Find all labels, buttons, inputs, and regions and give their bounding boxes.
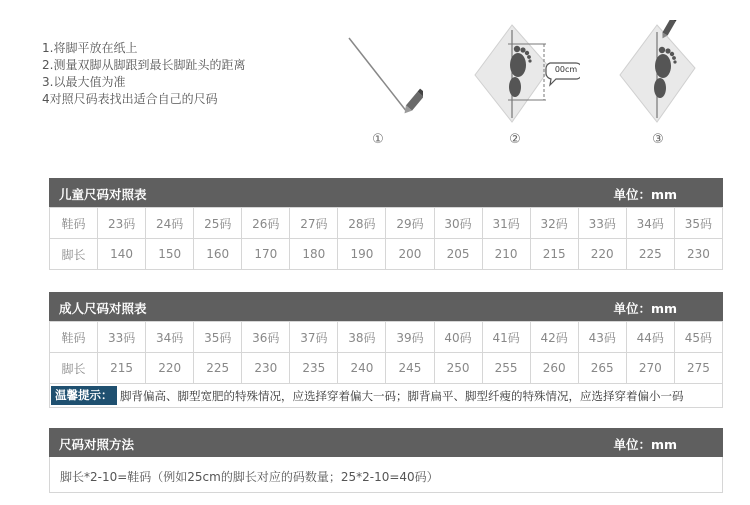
- pencil-line-icon: [333, 20, 423, 130]
- method-title: 尺码对照方法: [59, 437, 135, 452]
- table-row: [50, 208, 723, 239]
- table-cell: 24码: [146, 208, 194, 239]
- table-cell: 33码: [578, 208, 626, 239]
- foot-trace-icon: [613, 20, 703, 130]
- row-header-size: 鞋码: [50, 322, 98, 353]
- illustration-2: [470, 20, 578, 150]
- table-cell: 215: [530, 239, 578, 270]
- table-cell: 32码: [530, 208, 578, 239]
- kids-size-table: [49, 207, 723, 270]
- method-unit: 单位：mm: [613, 437, 677, 452]
- table-row: [50, 239, 723, 270]
- table-cell: 245: [386, 353, 434, 384]
- table-cell: 26码: [242, 208, 290, 239]
- table-cell: 225: [194, 353, 242, 384]
- table-cell: 210: [482, 239, 530, 270]
- table-cell: 31码: [482, 208, 530, 239]
- table-cell: 215: [98, 353, 146, 384]
- table-cell: 205: [434, 239, 482, 270]
- table-cell: 240: [338, 353, 386, 384]
- table-cell: 190: [338, 239, 386, 270]
- table-cell: 35码: [194, 322, 242, 353]
- illustration-number-2: ②: [509, 132, 521, 147]
- table-cell: 235: [290, 353, 338, 384]
- table-cell: 230: [674, 239, 722, 270]
- tip-badge: 温馨提示：: [51, 386, 117, 405]
- illustration-1: [333, 20, 423, 150]
- table-cell: 23码: [98, 208, 146, 239]
- table-cell: 39码: [386, 322, 434, 353]
- foot-measure-icon: [470, 20, 580, 130]
- size-method-panel: [49, 428, 723, 493]
- table-row: [50, 322, 723, 353]
- table-cell: 270: [626, 353, 674, 384]
- illustration-number-3: ③: [652, 132, 664, 147]
- table-cell: 200: [386, 239, 434, 270]
- table-cell: 250: [434, 353, 482, 384]
- table-cell: 220: [146, 353, 194, 384]
- adult-table-title: 成人尺码对照表: [59, 301, 147, 316]
- table-cell: 34码: [146, 322, 194, 353]
- table-cell: 160: [194, 239, 242, 270]
- table-cell: 38码: [338, 322, 386, 353]
- table-cell: 41码: [482, 322, 530, 353]
- illustration-number-1: ①: [372, 132, 384, 147]
- size-formula: [49, 457, 723, 493]
- table-cell: 37码: [290, 322, 338, 353]
- table-cell: 230: [242, 353, 290, 384]
- adult-table-header: [49, 292, 723, 321]
- table-cell: 29码: [386, 208, 434, 239]
- table-cell: 265: [578, 353, 626, 384]
- fit-tip: [49, 384, 723, 408]
- step-2: 2.测量双脚从脚跟到最长脚趾头的距离: [42, 58, 246, 72]
- table-cell: 275: [674, 353, 722, 384]
- table-cell: 170: [242, 239, 290, 270]
- illustration-3: [613, 20, 703, 150]
- table-cell: 180: [290, 239, 338, 270]
- tip-text: 脚背偏高、脚型宽肥的特殊情况，应选择穿着偏大一码；脚背扁平、脚型纤瘦的特殊情况，应选择穿着偏小一码: [120, 389, 684, 403]
- kids-table-header: [49, 178, 723, 207]
- measure-steps: [42, 40, 245, 108]
- kids-table-title: 儿童尺码对照表: [59, 187, 147, 202]
- adult-table-unit: 单位：mm: [613, 301, 677, 316]
- table-cell: 220: [578, 239, 626, 270]
- row-header-length: 脚长: [50, 239, 98, 270]
- table-row: [50, 353, 723, 384]
- method-header: [49, 428, 723, 457]
- table-cell: 150: [146, 239, 194, 270]
- table-cell: 40码: [434, 322, 482, 353]
- row-header-size: 鞋码: [50, 208, 98, 239]
- kids-size-panel: [49, 178, 723, 270]
- table-cell: 140: [98, 239, 146, 270]
- row-header-length: 脚长: [50, 353, 98, 384]
- table-cell: 30码: [434, 208, 482, 239]
- table-cell: 34码: [626, 208, 674, 239]
- step-1: 1.将脚平放在纸上: [42, 41, 138, 55]
- table-cell: 260: [530, 353, 578, 384]
- kids-table-unit: 单位：mm: [613, 187, 677, 202]
- table-cell: 44码: [626, 322, 674, 353]
- table-cell: 45码: [674, 322, 722, 353]
- step-4: 4对照尺码表找出适合自己的尺码: [42, 92, 218, 106]
- table-cell: 42码: [530, 322, 578, 353]
- table-cell: 43码: [578, 322, 626, 353]
- step-3: 3.以最大值为准: [42, 75, 126, 89]
- table-cell: 255: [482, 353, 530, 384]
- measure-bubble-label: 00cm: [554, 65, 578, 74]
- adult-size-panel: [49, 292, 723, 408]
- table-cell: 36码: [242, 322, 290, 353]
- table-cell: 28码: [338, 208, 386, 239]
- adult-size-table: [49, 321, 723, 384]
- table-cell: 35码: [674, 208, 722, 239]
- table-cell: 27码: [290, 208, 338, 239]
- table-cell: 33码: [98, 322, 146, 353]
- table-cell: 225: [626, 239, 674, 270]
- formula-text: 脚长*2-10=鞋码（例如25cm的脚长对应的码数量；25*2-10=40码）: [60, 470, 439, 484]
- table-cell: 25码: [194, 208, 242, 239]
